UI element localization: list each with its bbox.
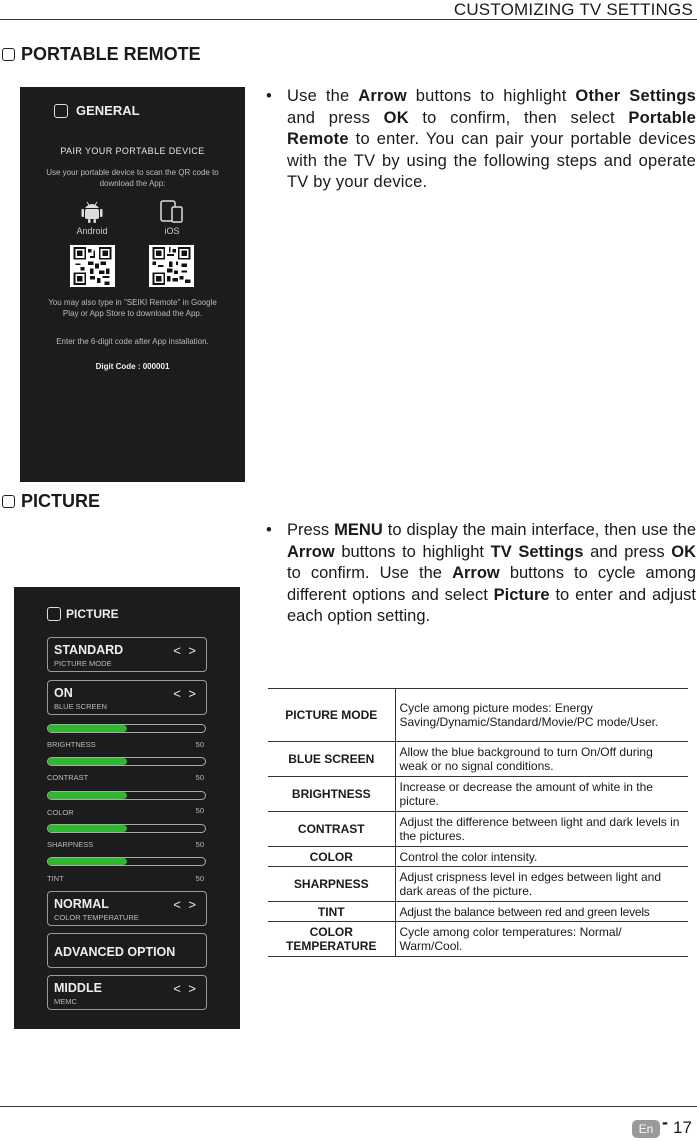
advanced-option-button[interactable] <box>47 933 207 968</box>
type-app-text: You may also type in "SEIKI Remote" in Google Play or App Store to download the App. <box>48 298 217 318</box>
table-key: BLUE SCREEN <box>268 742 395 777</box>
slider-fill <box>48 725 127 732</box>
color-label: COLOR <box>47 808 74 817</box>
table-key: SHARPNESS <box>268 867 395 902</box>
left-right-arrows-icon: < > <box>173 686 198 701</box>
slider-fill <box>48 792 127 799</box>
section-title-picture <box>2 491 100 512</box>
table-row <box>268 867 688 902</box>
picture-instructions: • Press MENU to display the main interface, then use the Arrow buttons to highlight TV Settings and press OK to confirm. Use the Arrow buttons to cycle among different options and select Picture to enter and adjust each option setting. <box>266 521 697 625</box>
color-temperature-option[interactable] <box>47 891 207 926</box>
slider-fill <box>48 858 127 865</box>
table-desc: Adjust crispness level in edges between light and dark areas of the picture. <box>395 867 688 902</box>
ios-option <box>142 199 202 236</box>
table-desc: Adjust the difference between light and dark levels in the pictures. <box>395 812 688 847</box>
sharpness-slider[interactable] <box>47 824 206 833</box>
picture-settings-table <box>268 688 688 957</box>
blue-screen-value: ON <box>54 686 73 700</box>
language-badge: En <box>632 1120 660 1138</box>
table-key: BRIGHTNESS <box>268 777 395 812</box>
picture-mode-value: STANDARD <box>54 643 124 657</box>
tint-slider[interactable] <box>47 857 206 866</box>
section-box-icon <box>2 48 15 61</box>
brightness-value: 50 <box>195 740 204 749</box>
memc-label: MEMC <box>54 997 77 1006</box>
table-key: TINT <box>268 902 395 922</box>
table-key: PICTURE MODE <box>268 689 395 742</box>
contrast-slider[interactable] <box>47 757 206 766</box>
general-menu-title <box>54 103 140 118</box>
picture-mode-option[interactable] <box>47 637 207 672</box>
menu-box-icon <box>54 104 68 118</box>
slider-fill <box>48 758 127 765</box>
pair-heading: PAIR YOUR PORTABLE DEVICE <box>60 146 205 156</box>
blue-screen-label: BLUE SCREEN <box>54 702 107 711</box>
android-label: Android <box>76 226 108 236</box>
memc-option[interactable] <box>47 975 207 1010</box>
bullet: • <box>266 521 272 539</box>
color-temperature-value: NORMAL <box>54 897 109 911</box>
sharpness-label: SHARPNESS <box>47 840 94 849</box>
picture-menu-screen <box>14 587 240 1029</box>
enter-code-text: Enter the 6-digit code after App installation. <box>56 337 209 346</box>
table-desc: Allow the blue background to turn On/Off during weak or no signal conditions. <box>395 742 688 777</box>
picture-menu-label: PICTURE <box>66 607 119 621</box>
picture-menu-title <box>47 607 119 621</box>
blue-screen-option[interactable] <box>47 680 207 715</box>
advanced-option-label: ADVANCED OPTION <box>54 945 176 959</box>
left-right-arrows-icon: < > <box>173 981 198 996</box>
table-desc: Cycle among picture modes: Energy Saving/Dynamic/Standard/Movie/PC mode/User. <box>395 689 688 742</box>
color-value: 50 <box>195 806 204 815</box>
scan-text: Use your portable device to scan the QR code to download the App: <box>46 168 219 188</box>
table-desc: Control the color intensity. <box>395 847 688 867</box>
ios-device-icon <box>159 199 185 223</box>
footer-rule <box>0 1106 697 1107</box>
sharpness-value: 50 <box>195 840 204 849</box>
left-right-arrows-icon: < > <box>173 643 198 658</box>
ios-qr-code <box>149 245 194 287</box>
digit-code: Digit Code : 000001 <box>95 362 170 371</box>
table-row <box>268 922 688 957</box>
contrast-label: CONTRAST <box>47 773 89 782</box>
section-title-text: PORTABLE REMOTE <box>21 44 201 64</box>
table-row <box>268 777 688 812</box>
color-slider[interactable] <box>47 791 206 800</box>
tint-label: TINT <box>47 874 64 883</box>
section-box-icon <box>2 495 15 508</box>
table-row <box>268 742 688 777</box>
contrast-value: 50 <box>195 773 204 782</box>
slider-fill <box>48 825 127 832</box>
brightness-label: BRIGHTNESS <box>47 740 96 749</box>
table-key: CONTRAST <box>268 812 395 847</box>
table-desc: Cycle among color temperatures: Normal/ Warm/Cool. <box>395 922 688 957</box>
table-row <box>268 847 688 867</box>
table-desc: Adjust the balance between red and green levels <box>395 902 688 922</box>
portable-remote-instructions: • Use the Arrow buttons to highlight Other Settings and press OK to confirm, then select Portable Remote to enter. You can pair your portable devices with the TV by using the following steps and operate TV by your device. <box>266 87 697 191</box>
android-icon <box>81 199 103 223</box>
section-title-portable-remote <box>2 44 201 65</box>
tint-value: 50 <box>195 874 204 883</box>
table-key: COLOR <box>268 847 395 867</box>
page-number: 17 <box>673 1118 692 1137</box>
menu-box-icon <box>47 607 61 621</box>
portable-remote-screen <box>20 87 245 482</box>
color-temperature-label: COLOR TEMPERATURE <box>54 913 139 922</box>
ios-label: iOS <box>164 226 180 236</box>
android-option <box>62 199 122 236</box>
table-key: COLOR TEMPERATURE <box>268 922 395 957</box>
android-qr-code <box>70 245 115 287</box>
general-label: GENERAL <box>76 103 140 118</box>
page-header: CUSTOMIZING TV SETTINGS <box>453 0 693 19</box>
section-title-text: PICTURE <box>21 491 101 511</box>
table-row <box>268 902 688 922</box>
table-row <box>268 689 688 742</box>
page-dash: - <box>662 1112 668 1132</box>
table-desc: Increase or decrease the amount of white in the picture. <box>395 777 688 812</box>
picture-mode-label: PICTURE MODE <box>54 659 112 668</box>
brightness-slider[interactable] <box>47 724 206 733</box>
bullet: • <box>266 87 272 105</box>
table-row <box>268 812 688 847</box>
left-right-arrows-icon: < > <box>173 897 198 912</box>
memc-value: MIDDLE <box>54 981 102 995</box>
